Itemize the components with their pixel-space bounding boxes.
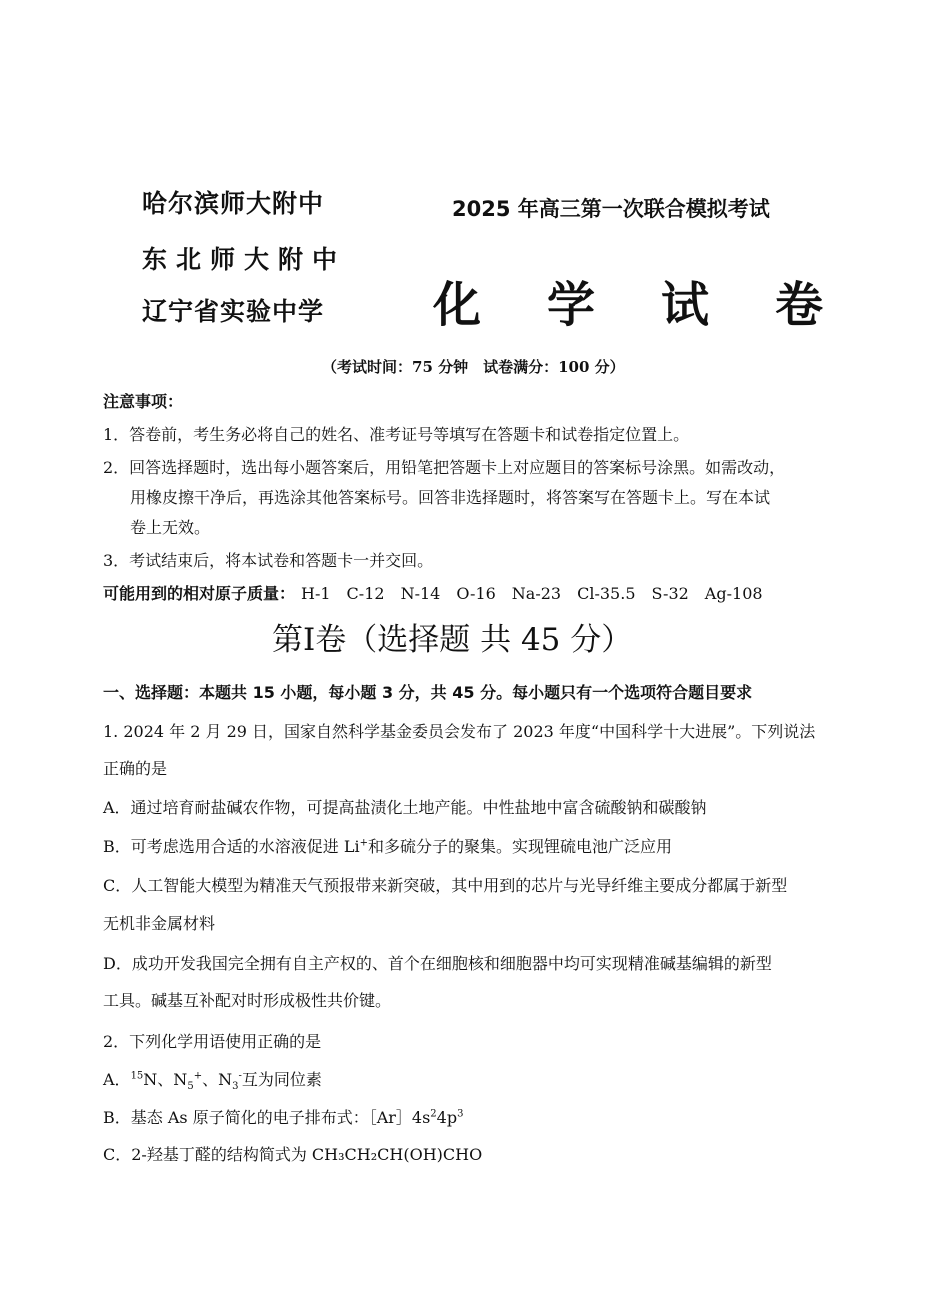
school-name-3: 辽宁省实验中学 bbox=[142, 297, 325, 326]
subscript: 3 bbox=[232, 1081, 239, 1093]
option-text: B．可考虑选用合适的水溶液促进 Li bbox=[103, 837, 360, 856]
question-1-stem: 1. 2024 年 2 月 29 日，国家自然科学基金委员会发布了 2023 年度“中国科学十大进展”。下列说法 bbox=[103, 722, 816, 741]
superscript: 15 bbox=[130, 1070, 144, 1082]
question-1-option-c-continued: 无机非金属材料 bbox=[103, 914, 216, 933]
option-text: N、N bbox=[143, 1070, 188, 1089]
question-2-option-b bbox=[103, 1105, 463, 1128]
option-text: 和多硫分子的聚集。实现锂硫电池广泛应用 bbox=[367, 837, 672, 856]
question-1-option-a: A．通过培育耐盐碱农作物，可提高盐渍化土地产能。中性盐地中富含硫酸钠和碳酸钠 bbox=[103, 798, 707, 817]
superscript: + bbox=[193, 1070, 203, 1082]
option-text: B．基态 As 原子简化的电子排布式：［Ar］4s bbox=[103, 1108, 431, 1127]
note-item-continued: 用橡皮擦干净后，再选涂其他答案标号。回答非选择题时，将答案写在答题卡上。写在本试 bbox=[130, 488, 771, 507]
note-item: 1．答卷前，考生务必将自己的姓名、准考证号等填写在答题卡和试卷指定位置上。 bbox=[103, 425, 690, 444]
note-item: 2．回答选择题时，选出每小题答案后，用铅笔把答题卡上对应题目的答案标号涂黑。如需改动， bbox=[103, 458, 786, 477]
atomic-masses-values: H-1 C-12 N-14 O-16 Na-23 Cl-35.5 S-32 Ag-108 bbox=[301, 584, 763, 603]
question-1-option-d: D．成功开发我国完全拥有自主产权的、首个在细胞核和细胞器中均可实现精准碱基编辑的新型 bbox=[103, 954, 772, 973]
note-item: 3．考试结束后，将本试卷和答题卡一并交回。 bbox=[103, 551, 434, 570]
subscript: 5 bbox=[187, 1081, 194, 1093]
superscript: 2 bbox=[430, 1108, 437, 1120]
superscript: + bbox=[359, 837, 368, 849]
question-2-option-a bbox=[103, 1067, 322, 1092]
option-text: 、N bbox=[202, 1070, 233, 1089]
option-label: A． bbox=[103, 1070, 131, 1089]
question-1-stem-continued: 正确的是 bbox=[103, 759, 168, 778]
exam-info: （考试时间：75 分钟 试卷满分：100 分） bbox=[322, 358, 625, 376]
part-one-heading: 一、选择题：本题共 15 小题，每小题 3 分，共 45 分。每小题只有一个选项符合题目要求 bbox=[103, 683, 753, 702]
option-text: 4p bbox=[436, 1108, 458, 1127]
question-1-option-d-continued: 工具。碱基互补配对时形成极性共价键。 bbox=[103, 991, 392, 1010]
atomic-masses-label: 可能用到的相对原子质量： bbox=[103, 584, 296, 603]
superscript: 3 bbox=[457, 1108, 464, 1120]
atomic-masses bbox=[103, 581, 763, 604]
question-2-option-c: C．2-羟基丁醛的结构简式为 CH₃CH₂CH(OH)CHO bbox=[103, 1145, 483, 1164]
option-text: 互为同位素 bbox=[241, 1070, 322, 1089]
section-title: 第Ⅰ卷（选择题 共 45 分） bbox=[272, 622, 633, 658]
question-1-option-c: C．人工智能大模型为精准天气预报带来新突破，其中用到的芯片与光导纤维主要成分都属于新型 bbox=[103, 876, 788, 895]
school-name-2: 东北师大附中 bbox=[142, 245, 347, 274]
exam-title: 2025 年高三第一次联合模拟考试 bbox=[452, 197, 770, 221]
note-item-continued: 卷上无效。 bbox=[130, 518, 211, 537]
notes-heading: 注意事项： bbox=[103, 392, 184, 411]
subject-title: 化学试卷 bbox=[433, 277, 890, 333]
question-2-stem: 2．下列化学用语使用正确的是 bbox=[103, 1032, 322, 1051]
school-name-1: 哈尔滨师大附中 bbox=[142, 189, 325, 218]
superscript: - bbox=[238, 1070, 242, 1082]
question-1-option-b bbox=[103, 834, 672, 857]
